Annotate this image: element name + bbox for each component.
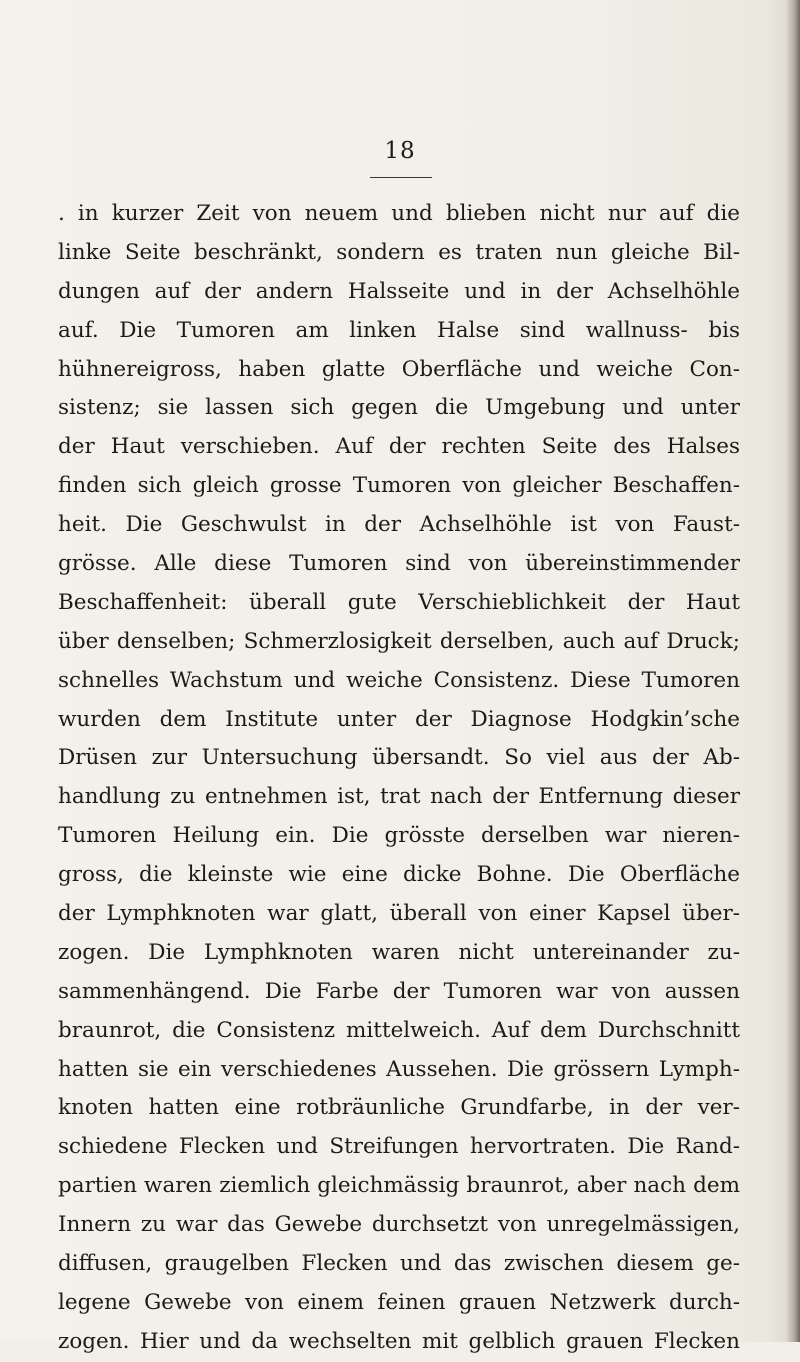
- text-line: der Lymphknoten war glatt, überall von einer Kapsel über-: [58, 901, 740, 927]
- body-text: [58, 195, 740, 1362]
- text-line: schiedene Flecken und Streifungen hervortraten. Die Rand-: [58, 1134, 740, 1160]
- text-line: diffusen, graugelben Flecken und das zwischen diesem ge-: [58, 1251, 740, 1277]
- text-line: wurden dem Institute unter der Diagnose Hodgkin’sche: [58, 706, 740, 732]
- text-line: heit. Die Geschwulst in der Achselhöhle ist von Faust-: [58, 512, 740, 538]
- text-line: zogen. Die Lymphknoten waren nicht untereinander zu-: [58, 939, 740, 965]
- text-line: gross, die kleinste wie eine dicke Bohne. Die Oberfläche: [58, 862, 740, 888]
- page-number: 18: [384, 138, 416, 164]
- text-line: hatten sie ein verschiedenes Aussehen. Die grössern Lymph-: [58, 1056, 740, 1082]
- text-line: auf. Die Tumoren am linken Halse sind wallnuss- bis: [58, 317, 740, 343]
- text-line: sammenhängend. Die Farbe der Tumoren war von aussen: [58, 978, 740, 1004]
- page-edge-shadow: [786, 0, 800, 1342]
- text-line: handlung zu entnehmen ist, trat nach der Entfernung dieser: [58, 784, 740, 810]
- text-line: hühnereigross, haben glatte Oberfläche und weiche Con-: [58, 356, 740, 382]
- text-line: legene Gewebe von einem feinen grauen Netzwerk durch-: [58, 1289, 740, 1315]
- text-line: Drüsen zur Untersuchung übersandt. So viel aus der Ab-: [58, 745, 740, 771]
- text-line: über denselben; Schmerzlosigkeit derselben, auch auf Druck;: [58, 628, 740, 654]
- text-line: Tumoren Heilung ein. Die grösste derselben war nieren-: [58, 823, 740, 849]
- text-line: grösse. Alle diese Tumoren sind von übereinstimmender: [58, 551, 740, 577]
- text-line: dungen auf der andern Halsseite und in der Achselhöhle: [58, 278, 740, 304]
- text-line: partien waren ziemlich gleichmässig braunrot, aber nach dem: [58, 1173, 740, 1199]
- text-line: knoten hatten eine rotbräunliche Grundfarbe, in der ver-: [58, 1095, 740, 1121]
- text-line: braunrot, die Consistenz mittelweich. Auf dem Durchschnitt: [58, 1017, 740, 1043]
- text-line: Innern zu war das Gewebe durchsetzt von unregelmässigen,: [58, 1212, 740, 1238]
- text-line: finden sich gleich grosse Tumoren von gleicher Beschaffen-: [58, 473, 740, 499]
- text-line: schnelles Wachstum und weiche Consistenz. Diese Tumoren: [58, 667, 740, 693]
- text-line: Beschaffenheit: überall gute Verschieblichkeit der Haut: [58, 589, 740, 615]
- text-line: sistenz; sie lassen sich gegen die Umgebung und unter: [58, 395, 740, 421]
- page-number-rule: [370, 177, 432, 178]
- text-line: linke Seite beschränkt, sondern es traten nun gleiche Bil-: [58, 239, 740, 265]
- text-line: der Haut verschieben. Auf der rechten Seite des Halses: [58, 434, 740, 460]
- text-line: zogen. Hier und da wechselten mit gelblich grauen Flecken: [58, 1328, 740, 1354]
- text-line: . in kurzer Zeit von neuem und blieben nicht nur auf die: [58, 201, 740, 226]
